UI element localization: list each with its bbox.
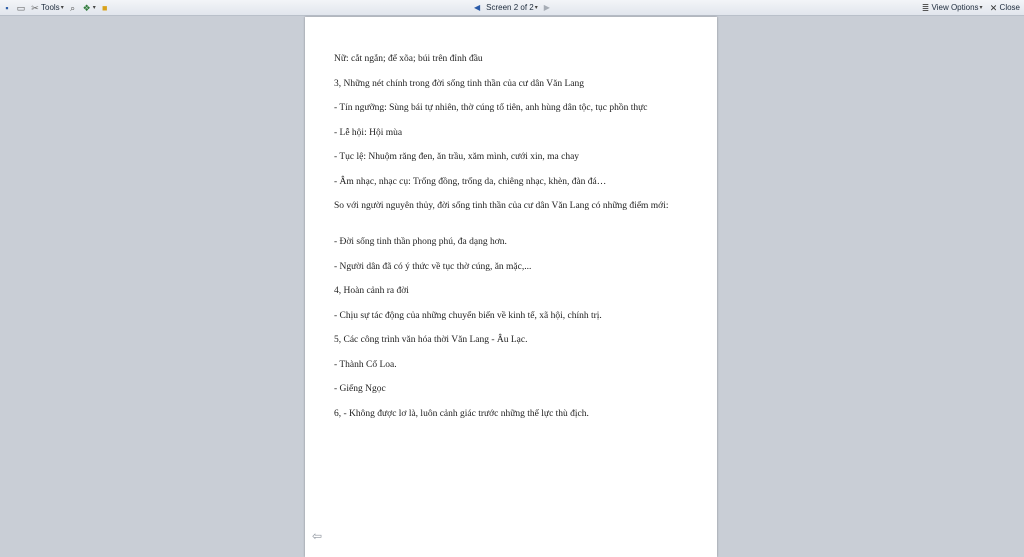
paragraph: - Tín ngưỡng: Sùng bái tự nhiên, thờ cúng tổ tiên, anh hùng dân tộc, tục phồn thực	[334, 103, 648, 113]
paragraph: Nữ: cắt ngắn; để xõa; búi trên đỉnh đầu	[334, 54, 483, 64]
screen-label: Screen 2 of 2	[486, 3, 534, 12]
save-icon[interactable]: ▪	[5, 2, 9, 13]
tools-button[interactable]	[30, 3, 64, 13]
print-preview-icon[interactable]: ▭	[16, 2, 26, 13]
tools-icon: ✂	[31, 2, 39, 13]
folder-icon[interactable]: ■	[102, 2, 108, 13]
screen-navigator	[474, 1, 550, 14]
tools-label: Tools	[41, 3, 60, 12]
close-button[interactable]	[989, 3, 1020, 13]
chevron-down-icon: ▾	[60, 5, 64, 11]
paragraph: So với người nguyên thủy, đời sống tinh thần của cư dân Văn Lang có những điểm mới:	[334, 201, 669, 211]
paragraph: - Chịu sự tác động của những chuyển biến về kinh tế, xã hội, chính trị.	[334, 310, 602, 321]
reading-toolbar	[0, 0, 1024, 16]
translate-icon: ❖	[82, 2, 91, 13]
paragraph: - Đời sống tinh thần phong phú, đa dạng hơn.	[334, 237, 507, 247]
document-page	[305, 17, 717, 557]
chevron-down-icon: ▾	[92, 5, 96, 11]
paragraph: 5, Các công trình văn hóa thời Văn Lang - Âu Lạc.	[334, 335, 528, 345]
back-arrow-icon[interactable]: ⇦	[312, 529, 323, 543]
toolbar-right-group	[921, 1, 1020, 14]
paragraph: 3, Những nét chính trong đời sống tinh thần của cư dân Văn Lang	[334, 78, 584, 89]
close-icon: ✕	[989, 2, 998, 13]
paragraph: - Giếng Ngọc	[334, 384, 386, 394]
screen-selector[interactable]	[486, 3, 538, 12]
close-label: Close	[999, 3, 1020, 12]
paragraph: - Tục lệ: Nhuộm răng đen, ăn trầu, xăm mình, cưới xin, ma chay	[334, 152, 580, 162]
paragraph: 4, Hoàn cảnh ra đời	[334, 286, 409, 296]
view-options-icon: ≣	[921, 2, 930, 13]
view-options-button[interactable]	[921, 3, 983, 13]
research-icon[interactable]: ⌕	[70, 2, 76, 13]
paragraph: - Người dân đã có ý thức về tục thờ cúng, ăn mặc,...	[334, 261, 532, 272]
paragraph: 6, - Không được lơ là, luôn cảnh giác trước những thế lực thù địch.	[334, 408, 589, 419]
paragraph: - Lễ hội: Hội mùa	[334, 127, 403, 138]
chevron-down-icon: ▾	[979, 5, 983, 11]
previous-screen-icon[interactable]: ◀	[474, 3, 481, 12]
view-options-label: View Options	[931, 3, 979, 12]
paragraph: - Thành Cổ Loa.	[334, 359, 397, 370]
translate-button[interactable]	[82, 3, 96, 13]
next-screen-icon[interactable]: ▶	[543, 3, 550, 12]
chevron-down-icon: ▾	[534, 5, 538, 11]
paragraph: - Âm nhạc, nhạc cụ: Trống đồng, trống da, chiêng nhạc, khèn, đàn đá…	[334, 176, 607, 187]
toolbar-left-group	[2, 1, 110, 14]
